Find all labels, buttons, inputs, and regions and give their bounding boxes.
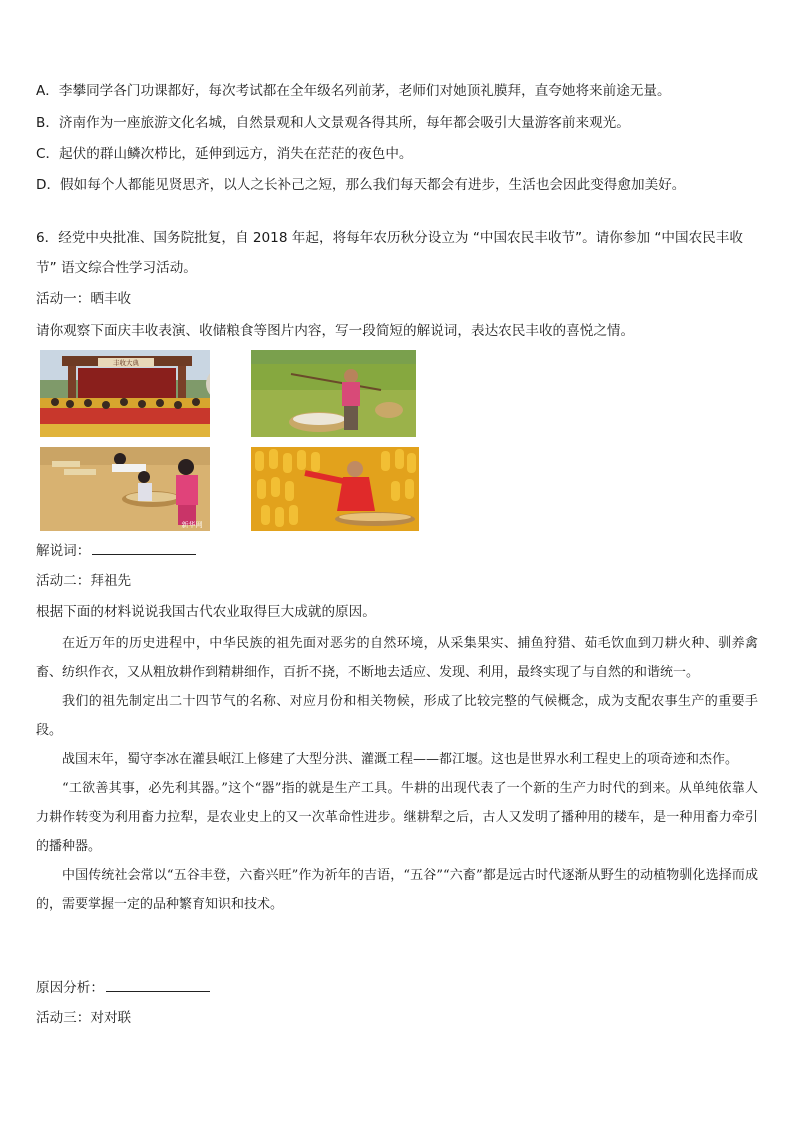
answer-2-label [36,977,210,998]
photo-watermark-text: 新华网 [181,521,203,529]
option-c: C．起伏的群山鳞次栉比，延伸到远方，消失在茫茫的夜色中。 [36,146,413,162]
activity-2-prompt: 根据下面的材料说说我国古代农业取得巨大成就的原因。 [36,604,376,620]
photo-woman-with-corn [251,447,419,531]
material-paragraph-5: 中国传统社会常以“五谷丰登，六畜兴旺”作为祈年的吉语，“五谷”“六畜”都是远古时代逐渐从野生的动植物驯化选择而成的，需要掌握一定的品种繁育知识和技术。 [36,868,758,912]
photo-farmer-baskets [251,350,416,437]
answer-1-blank[interactable] [92,540,196,555]
answer-1-label [36,540,196,561]
activity-1-prompt: 请你观察下面庆丰收表演、收储粮食等图片内容，写一段简短的解说词，表达农民丰收的喜悦之情。 [36,323,635,339]
photo-children-sifting-grain [40,447,210,531]
material-paragraph-4: “工欲善其事，必先利其器。”这个“器”指的就是生产工具。牛耕的出现代表了一个新的生产力时代的到来。从单纯依靠人力耕作转变为利用畜力拉犁，是农业史上的又一次革命性进步。继耕犁之后，古人又发明了播种用的耧车，是一种用畜力牵引的播种器。 [36,781,758,854]
option-d: D．假如每个人都能见贤思齐，以人之长补己之短，那么我们每天都会有进步，生活也会因此变得愈加美好。 [36,177,686,193]
photo-harvest-performance [40,350,210,437]
activity-2-title: 活动二：拜祖先 [36,573,132,589]
option-b: B．济南作为一座旅游文化名城，自然景观和人文景观各得其所，每年都会吸引大量游客前来观光。 [36,115,630,131]
question-6-line-2: 节” 语文综合性学习活动。 [36,260,197,276]
material-paragraph-1: 在近万年的历史进程中，中华民族的祖先面对恶劣的自然环境，从采集果实、捕鱼狩猎、茹毛饮血到刀耕火种、驯养禽畜、纺织作衣，又从粗放耕作到精耕细作，百折不挠，不断地去适应、发现、利用，最终实现了与自然的和谐统一。 [36,636,758,680]
question-6-line-1: 6．经党中央批准、国务院批复，自 2018 年起，将每年农历秋分设立为 “中国农民丰收节”。请你参加 “中国农民丰收 [36,230,743,246]
material-paragraph-2: 我们的祖先制定出二十四节气的名称、对应月份和相关物候，形成了比较完整的气候概念，成为支配农事生产的重要手段。 [36,694,758,738]
activity-3-title: 活动三：对对联 [36,1010,132,1026]
option-a: A．李攀同学各门功课都好，每次考试都在全年级名列前茅，老师们对她顶礼膜拜，直夸她将来前途无量。 [36,83,671,99]
photo-sign-text: 丰收大典 [113,359,139,367]
material-passage [36,629,758,919]
material-paragraph-3: 战国末年，蜀守李冰在灌县岷江上修建了大型分洪、灌溉工程——都江堰。这也是世界水利工程史上的项奇迹和杰作。 [62,752,739,767]
answer-2-blank[interactable] [106,977,210,992]
activity-1-title: 活动一：晒丰收 [36,291,132,307]
answer-2-label-text: 原因分析： [36,980,104,996]
answer-1-label-text: 解说词： [36,543,91,559]
